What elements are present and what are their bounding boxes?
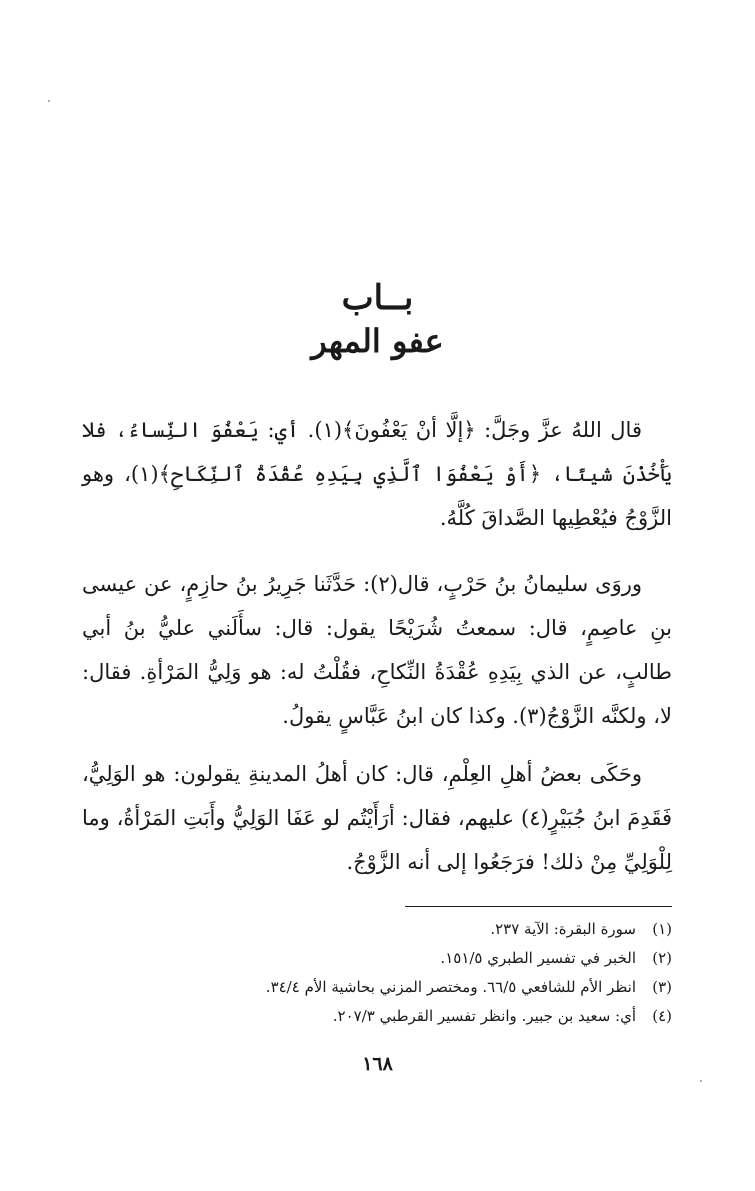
footnote-item: [150, 973, 672, 1002]
footnote-text: أي: سعيد بن جبير. وانظر تفسير القرطبي ٢٠٧/٣.: [332, 1007, 636, 1025]
scan-speck: [700, 1080, 702, 1082]
paragraph-2: [82, 562, 672, 738]
footnote-number: (٢): [652, 949, 672, 967]
chapter-label: بــاب: [341, 278, 414, 318]
chapter-title: عفو المهر: [311, 322, 444, 360]
footnote-number: (٤): [652, 1007, 672, 1025]
paragraph-text: قال اللهُ عزَّ وجَلَّ: ﴿إلَّا أنْ يَعْفُونَ﴾(١). أي: يَعْفُوَ النِّساءُ، فلا يَأْخُذْنَ شيئًا، ﴿أَوْ يَعْفُوَا ٱلَّذِي بِيَدِهِ عُقْدَةُ ٱلنِّكَاحِ﴾(١)، وهو الزَّوْجُ فيُعْطِيها الصَّداقَ كُلَّهُ.: [82, 418, 672, 530]
page-number: ١٦٨: [362, 1053, 393, 1075]
footnote-text: سورة البقرة: الآية ٢٣٧.: [490, 920, 636, 938]
footnote-item: [150, 915, 672, 944]
paragraph-text: وروَى سليمانُ بنُ حَرْبٍ، قال(٢): حَدَّثَنا جَرِيرُ بنُ حازِمٍ، عن عيسى بنِ عاصِمٍ، قال: سمعتُ شُرَيْحًا يقول: قال: سأَلَني عليُّ بنُ أبي طالبٍ، عن الذي بِيَدِهِ عُقْدَةُ النِّكاحِ، فقُلْتُ له: هو وَلِيُّ المَرْأةِ. فقال: لا، ولكنَّه الزَّوْجُ(٣). وكذا كان ابنُ عَبَّاسٍ يقولُ.: [82, 572, 672, 728]
footnote-divider: [405, 906, 672, 907]
footnotes: [150, 915, 672, 1031]
scan-speck: [48, 100, 50, 102]
footnote-item: [150, 1002, 672, 1031]
footnote-text: انظر الأم للشافعي ٦٦/٥. ومختصر المزني بحاشية الأم ٣٤/٤.: [265, 978, 636, 996]
paragraph-text: وحَكَى بعضُ أهلِ العِلْمِ، قال: كان أهلُ المدينةِ يقولون: هو الوَلِيُّ، فَقَدِمَ ابنُ جُبَيْرٍ(٤) عليهم، فقال: أرَأَيْتُم لو عَفَا الوَلِيُّ وأَبَتِ المَرْأةُ، وما لِلْوَلِيِّ مِنْ ذلك! فرَجَعُوا إلى أنه الزَّوْجُ.: [82, 762, 672, 874]
paragraph-3: [82, 752, 672, 884]
paragraph-1: [82, 408, 672, 540]
footnote-item: [150, 944, 672, 973]
footnote-number: (١): [652, 920, 672, 938]
footnote-number: (٣): [652, 978, 672, 996]
footnote-text: الخبر في تفسير الطبري ١٥١/٥.: [440, 949, 636, 967]
